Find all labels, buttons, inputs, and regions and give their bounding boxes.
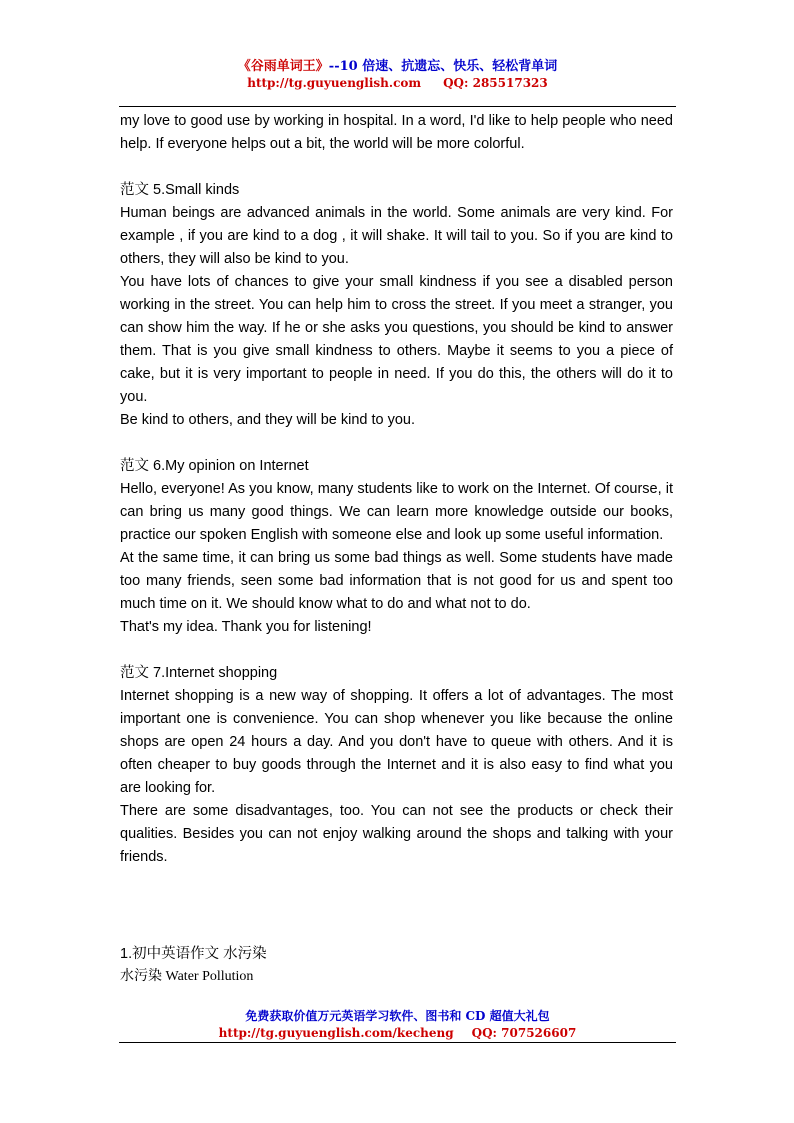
paragraph: You have lots of chances to give your small kindness if you see a disabled person working in the street. You can help him to cross the street. If you meet a stranger, you can show him the way. If he or she asks you questions, you should be kind to answer them. That is you give small kindness to others. Maybe it seems to you a piece of cake, but it is very important to people in need. If you do this, the others will do it to you.: [120, 274, 673, 405]
paragraph: Hello, everyone! As you know, many students like to work on the Internet. Of course, it can bring us many good things. We can learn more knowledge outside our books, practice our spoken English with someone else and look up some useful information.: [120, 481, 673, 543]
footer-divider: [119, 1042, 676, 1043]
header-contact: [119, 76, 676, 91]
paragraph: Internet shopping is a new way of shopping. It offers a lot of advantages. The most important one is convenience. You can shop whenever you like because the online shops are open 24 hours a day. And you don't have to queue with others. And it is often cheaper to buy goods through the Internet and it is also easy to find what you are looking for.: [120, 688, 673, 796]
paragraph: Be kind to others, and they will be kind to you.: [120, 412, 416, 428]
header-slogan: --10 倍速、抗遗忘、快乐、轻松背单词: [328, 59, 558, 74]
section-heading: 范文 7.Internet shopping: [120, 665, 278, 681]
footer-promo: 免费获取价值万元英语学习软件、图书和 CD 超值大礼包: [245, 1009, 550, 1023]
header-title: [119, 57, 676, 76]
paragraph: There are some disadvantages, too. You can not see the products or check their qualities. Besides you can not enjoy walking around the shops and talking with your friends.: [120, 803, 673, 865]
header-url-link[interactable]: http://tg.guyuenglish.com: [247, 76, 422, 90]
paragraph: Human beings are advanced animals in the world. Some animals are very kind. For example , if you are kind to a dog , it will shake. It will tail to you. So if you are kind to others, they will also be kind to you.: [120, 205, 673, 267]
header-brand: 《谷雨单词王》: [237, 59, 329, 74]
paragraph: my love to good use by working in hospital. In a word, I'd like to help people who need help. If everyone helps out a bit, the world will be more colorful.: [120, 113, 673, 152]
paragraph: That's my idea. Thank you for listening!: [120, 619, 372, 635]
footer-contact: [119, 1025, 676, 1041]
document-body: [120, 110, 673, 987]
page-header: [119, 57, 676, 91]
composition-title: 1.初中英语作文 水污染: [120, 946, 267, 962]
section-heading: 范文 5.Small kinds: [120, 182, 240, 198]
footer-qq: QQ: 707526607: [471, 1026, 577, 1040]
composition-subtitle: 水污染 Water Pollution: [120, 969, 254, 984]
page-footer: [119, 1008, 676, 1041]
footer-url-link[interactable]: http://tg.guyuenglish.com/kecheng: [218, 1026, 454, 1040]
header-qq: QQ: 285517323: [443, 76, 548, 90]
paragraph: At the same time, it can bring us some bad things as well. Some students have made too many friends, seen some bad information that is not good for us and spent too much time on it. We should know what to do and what not to do.: [120, 550, 673, 612]
header-divider: [119, 106, 676, 107]
section-heading: 范文 6.My opinion on Internet: [120, 458, 309, 474]
